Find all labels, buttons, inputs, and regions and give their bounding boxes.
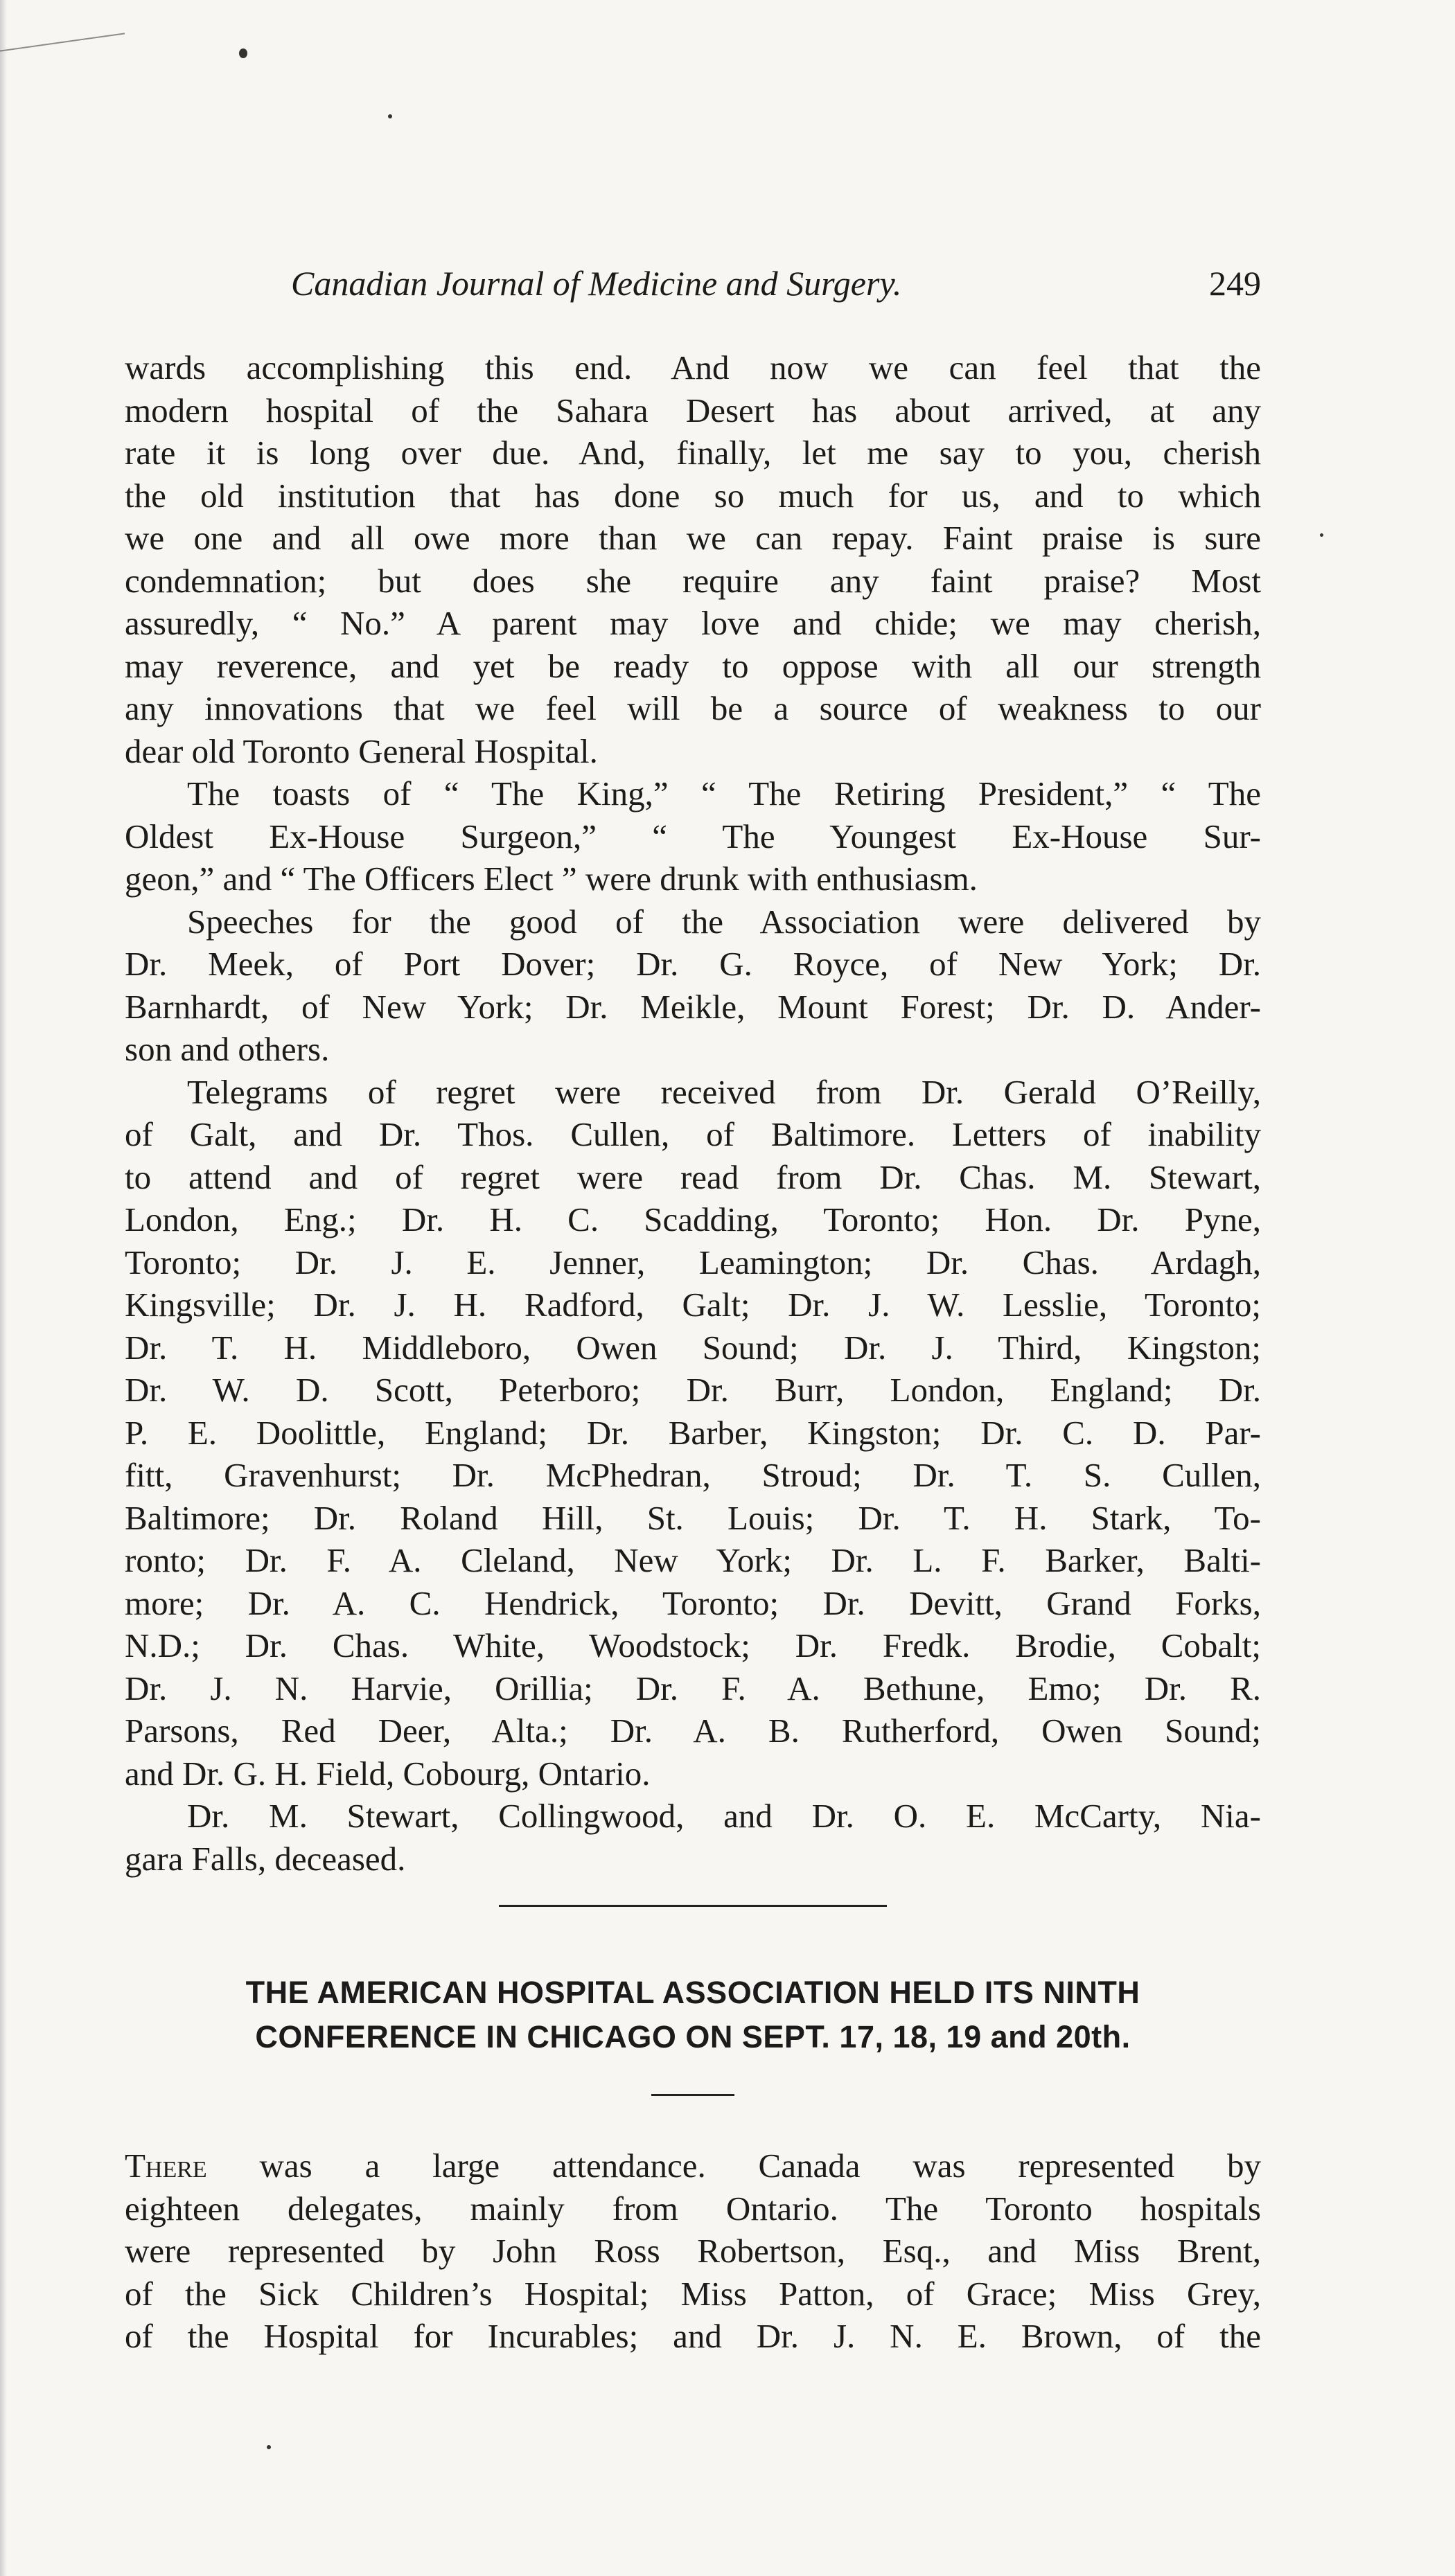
text-line: geon,” and “ The Officers Elect ” were drunk with enthusiasm. bbox=[125, 860, 978, 898]
corner-mark bbox=[0, 0, 125, 52]
text-line: condemnation; but does she require any faint praise? Most bbox=[125, 561, 1261, 600]
text-line: Speeches for the good of the Association were delivered by bbox=[187, 902, 1261, 941]
paragraph-attendance bbox=[125, 2144, 1261, 2358]
article-heading-line: CONFERENCE IN CHICAGO ON SEPT. 17, 18, 19 and 20th. bbox=[255, 2019, 1131, 2054]
text-line: Dr. W. D. Scott, Peterboro; Dr. Burr, London, England; Dr. bbox=[125, 1371, 1261, 1409]
text-line: Parsons, Red Deer, Alta.; Dr. A. B. Rutherford, Owen Sound; bbox=[125, 1712, 1261, 1750]
text-line: the old institution that has done so much for us, and to which bbox=[125, 476, 1261, 515]
text-line: ronto; Dr. F. A. Cleland, New York; Dr. L. F. Barker, Balti- bbox=[125, 1541, 1261, 1579]
text-line: and Dr. G. H. Field, Cobourg, Ontario. bbox=[125, 1754, 651, 1793]
text-line: gara Falls, deceased. bbox=[125, 1839, 406, 1878]
ink-speck bbox=[388, 114, 392, 118]
text-line: P. E. Doolittle, England; Dr. Barber, Kingston; Dr. C. D. Par- bbox=[125, 1413, 1261, 1452]
lead-word: There bbox=[125, 2147, 207, 2185]
page-edge-shadow bbox=[0, 0, 7, 2576]
text-line: Baltimore; Dr. Roland Hill, St. Louis; Dr. T. H. Stark, To- bbox=[125, 1498, 1261, 1537]
ink-speck bbox=[239, 48, 247, 58]
text-line: Dr. Meek, of Port Dover; Dr. G. Royce, of New York; Dr. bbox=[125, 945, 1261, 983]
text-line: assuredly, “ No.” A parent may love and chide; we may cherish, bbox=[125, 604, 1261, 642]
text-line: may reverence, and yet be ready to oppose with all our strength bbox=[125, 646, 1261, 685]
text-line: of Galt, and Dr. Thos. Cullen, of Baltimore. Letters of inability bbox=[125, 1115, 1261, 1153]
journal-title: Canadian Journal of Medicine and Surgery. bbox=[291, 264, 902, 303]
text-line: eighteen delegates, mainly from Ontario. The Toronto hospitals bbox=[125, 2189, 1261, 2228]
text-run: was a large attendance. Canada was represented by bbox=[206, 2147, 1261, 2185]
text-line: Kingsville; Dr. J. H. Radford, Galt; Dr. J. W. Lesslie, Toronto; bbox=[125, 1286, 1261, 1324]
paragraph-telegrams bbox=[125, 1071, 1261, 1795]
heading-underline bbox=[651, 2094, 734, 2096]
running-head bbox=[125, 263, 1261, 319]
paragraph-toasts bbox=[125, 772, 1261, 900]
text-line: to attend and of regret were read from Dr. Chas. M. Stewart, bbox=[125, 1157, 1261, 1196]
text-line: were represented by John Ross Robertson, Esq., and Miss Brent, bbox=[125, 2232, 1261, 2270]
text-line: of the Hospital for Incurables; and Dr. J. N. E. Brown, of the bbox=[125, 2317, 1261, 2355]
text-line bbox=[125, 2144, 1261, 2187]
ink-speck bbox=[267, 2445, 271, 2449]
text-line: modern hospital of the Sahara Desert has about arrived, at any bbox=[125, 391, 1261, 429]
text-line: Barnhardt, of New York; Dr. Meikle, Mount Forest; Dr. D. Ander- bbox=[125, 987, 1261, 1026]
text-line: Dr. T. H. Middleboro, Owen Sound; Dr. J. Third, Kingston; bbox=[125, 1328, 1261, 1367]
text-line: rate it is long over due. And, finally, let me say to you, cherish bbox=[125, 434, 1261, 472]
text-line: fitt, Gravenhurst; Dr. McPhedran, Stroud; Dr. T. S. Cullen, bbox=[125, 1456, 1261, 1494]
text-line: Oldest Ex-House Surgeon,” “ The Youngest Ex-House Sur- bbox=[125, 817, 1261, 855]
text-line: more; Dr. A. C. Hendrick, Toronto; Dr. Devitt, Grand Forks, bbox=[125, 1583, 1261, 1622]
text-line: Dr. J. N. Harvie, Orillia; Dr. F. A. Bethune, Emo; Dr. R. bbox=[125, 1669, 1261, 1707]
section-divider bbox=[499, 1905, 887, 1907]
text-line: any innovations that we feel will be a source of weakness to our bbox=[125, 689, 1261, 727]
paragraph-speeches bbox=[125, 900, 1261, 1071]
paragraph-closing-remarks bbox=[125, 346, 1261, 772]
ink-speck bbox=[1320, 533, 1323, 537]
text-line: The toasts of “ The King,” “ The Retiring President,” “ The bbox=[187, 774, 1261, 812]
text-line: Telegrams of regret were received from Dr. Gerald O’Reilly, bbox=[187, 1072, 1261, 1111]
text-line: N.D.; Dr. Chas. White, Woodstock; Dr. Fredk. Brodie, Cobalt; bbox=[125, 1626, 1261, 1664]
journal-page bbox=[125, 263, 1261, 2358]
text-line: wards accomplishing this end. And now we can feel that the bbox=[125, 348, 1261, 387]
text-line: of the Sick Children’s Hospital; Miss Patton, of Grace; Miss Grey, bbox=[125, 2274, 1261, 2313]
text-line: we one and all owe more than we can repay. Faint praise is sure bbox=[125, 519, 1261, 557]
paragraph-deceased bbox=[125, 1795, 1261, 1880]
text-line: London, Eng.; Dr. H. C. Scadding, Toronto; Hon. Dr. Pyne, bbox=[125, 1200, 1261, 1238]
article-heading bbox=[125, 1971, 1261, 2059]
text-line: Toronto; Dr. J. E. Jenner, Leamington; Dr. Chas. Ardagh, bbox=[125, 1243, 1261, 1281]
text-line: dear old Toronto General Hospital. bbox=[125, 731, 598, 770]
text-line: son and others. bbox=[125, 1030, 330, 1068]
text-line: Dr. M. Stewart, Collingwood, and Dr. O. E. McCarty, Nia- bbox=[187, 1797, 1261, 1835]
page-number: 249 bbox=[1209, 264, 1261, 303]
article-heading-line: THE AMERICAN HOSPITAL ASSOCIATION HELD ITS NINTH bbox=[245, 1975, 1140, 2010]
